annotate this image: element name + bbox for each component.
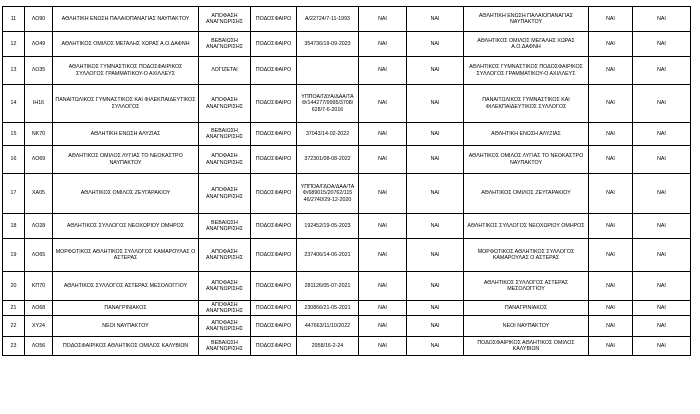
decision-type-cell: ΛΟΓΙΖΕΤΑΙ xyxy=(199,57,251,85)
status-yes-cell: ΝΑΙ xyxy=(359,174,407,214)
registered-name-cell: ΑΘΛΗΤΙΚΗ ΕΝΩΣΗ ΠΑΛΑΙΟΠΑΝΑΓΙΑΣ ΝΑΥΠΑΚΤΟΥ xyxy=(464,7,589,32)
registered-name-cell: ΑΘΛΗΤΙΚΗ ΕΝΩΣΗ ΑΛΥΖΙΑΣ xyxy=(464,123,589,146)
sport-cell: ΠΟΔΟΣΦΑΙΡΟ xyxy=(251,57,297,85)
status-yes-cell: ΝΑΙ xyxy=(633,301,691,316)
status-yes-cell: ΝΑΙ xyxy=(633,316,691,337)
decision-type-cell: ΑΠΟΦΑΣΗ ΑΝΑΓΝΩΡΙΣΗΣ xyxy=(199,316,251,337)
status-yes-cell: ΝΑΙ xyxy=(633,32,691,57)
club-name-cell: ΜΟΡΦΩΤΙΚΟΣ ΑΘΛΗΤΙΚΟΣ ΣΥΛΛΟΓΟΣ ΚΑΜΑΡΟΥΛΑΣ Ο ΑΣΤΕΡΑΣ xyxy=(53,239,199,272)
status-yes-cell: ΝΑΙ xyxy=(589,146,633,174)
row-number-cell: 17 xyxy=(3,174,25,214)
table-row xyxy=(3,146,691,174)
status-yes-cell: ΝΑΙ xyxy=(407,7,464,32)
registered-name-cell: ΑΘΛΗΤΙΚΟΣ ΣΥΛΛΟΓΟΣ ΑΣΤΕΡΑΣ ΜΕΣΟΛΟΓΓΙΟΥ xyxy=(464,272,589,301)
row-number-cell: 15 xyxy=(3,123,25,146)
protocol-number-cell: 354736/19-09-2023 xyxy=(297,32,359,57)
protocol-number-cell: 281126/05-07-2021 xyxy=(297,272,359,301)
status-yes-cell: ΝΑΙ xyxy=(407,301,464,316)
table-row xyxy=(3,272,691,301)
status-yes-cell: ΝΑΙ xyxy=(589,7,633,32)
status-yes-cell: ΝΑΙ xyxy=(633,174,691,214)
table-row xyxy=(3,85,691,123)
sport-cell: ΠΟΔΟΣΦΑΙΡΟ xyxy=(251,272,297,301)
status-yes-cell: ΝΑΙ xyxy=(633,7,691,32)
status-yes-cell: ΝΑΙ xyxy=(407,32,464,57)
status-yes-cell: ΝΑΙ xyxy=(359,239,407,272)
status-yes-cell: ΝΑΙ xyxy=(407,146,464,174)
registered-name-cell: ΑΘΛΗΤΙΚΟΣ ΓΥΜΝΑΣΤΙΚΟΣ ΠΟΔΟΣΦΑΙΡΙΚΟΣ ΣΥΛΛΟΓΟΣ ΓΡΑΜΜΑΤΙΚΟΥ-Ο ΑΧΙΛΛΕΥΣ xyxy=(464,57,589,85)
status-yes-cell: ΝΑΙ xyxy=(407,239,464,272)
decision-type-cell: ΑΠΟΦΑΣΗ ΑΝΑΓΝΩΡΙΣΗΣ xyxy=(199,174,251,214)
sport-cell: ΠΟΔΟΣΦΑΙΡΟ xyxy=(251,337,297,356)
status-yes-cell: ΝΑΙ xyxy=(589,57,633,85)
club-code-cell: ΧΑ05 xyxy=(25,174,53,214)
status-yes-cell: ΝΑΙ xyxy=(407,214,464,239)
club-name-cell: ΑΘΛΗΤΙΚΟΣ ΟΜΙΛΟΣ ΛΥΓΙΑΣ ΤΟ ΝΕΟΚΑΣΤΡΟ ΝΑΥΠΑΚΤΟΥ xyxy=(53,146,199,174)
table-row xyxy=(3,123,691,146)
status-yes-cell: ΝΑΙ xyxy=(359,301,407,316)
club-code-cell: ΛΟ65 xyxy=(25,239,53,272)
status-yes-cell: ΝΑΙ xyxy=(589,32,633,57)
sport-cell: ΠΟΔΟΣΦΑΙΡΟ xyxy=(251,174,297,214)
status-yes-cell: ΝΑΙ xyxy=(589,272,633,301)
status-yes-cell: ΝΑΙ xyxy=(589,174,633,214)
table-row xyxy=(3,57,691,85)
row-number-cell: 11 xyxy=(3,7,25,32)
status-yes-cell: ΝΑΙ xyxy=(359,85,407,123)
sport-cell: ΠΟΔΟΣΦΑΙΡΟ xyxy=(251,239,297,272)
decision-type-cell: ΑΠΟΦΑΣΗ ΑΝΑΓΝΩΡΙΣΗΣ xyxy=(199,85,251,123)
sport-cell: ΠΟΔΟΣΦΑΙΡΟ xyxy=(251,214,297,239)
status-yes-cell: ΝΑΙ xyxy=(407,337,464,356)
status-yes-cell: ΝΑΙ xyxy=(589,301,633,316)
decision-type-cell: ΑΠΟΦΑΣΗ ΑΝΑΓΝΩΡΙΣΗΣ xyxy=(199,301,251,316)
protocol-number-cell: 372301/08-08-2022 xyxy=(297,146,359,174)
registered-name-cell: ΑΘΛΗΤΙΚΟΣ ΟΜΙΛΟΣ ΛΥΓΙΑΣ ΤΟ ΝΕΟΚΑΣΤΡΟ ΝΑΥΠΑΚΤΟΥ xyxy=(464,146,589,174)
status-yes-cell: ΝΑΙ xyxy=(359,57,407,85)
registered-name-cell: ΠΑΝΑΓΡΙΝΙΑΚΟΣ xyxy=(464,301,589,316)
club-code-cell: ΛΟ35 xyxy=(25,57,53,85)
protocol-number-cell: ΥΠΠΟΑ/ΓΔΟΑ/ΔΑΑ/ΤΑ Φ/689015/20762/115 46/2740/29-12-2020 xyxy=(297,174,359,214)
club-code-cell: ΧΥ24 xyxy=(25,316,53,337)
club-name-cell: ΑΘΛΗΤΙΚΗ ΕΝΩΣΗ ΠΑΛΑΙΟΠΑΝΑΓΙΑΣ ΝΑΥΠΑΚΤΟΥ xyxy=(53,7,199,32)
club-name-cell: ΑΘΛΗΤΙΚΟΣ ΓΥΜΝΑΣΤΙΚΟΣ ΠΟΔΟΣΦΑΙΡΙΚΟΣ ΣΥΛΛΟΓΟΣ ΓΡΑΜΜΑΤΙΚΟΥ-Ο ΑΧΙΛΛΕΥΣ xyxy=(53,57,199,85)
club-name-cell: ΠΑΝΑΓΡΙΝΙΑΚΟΣ xyxy=(53,301,199,316)
row-number-cell: 12 xyxy=(3,32,25,57)
protocol-number-cell: Α/22724/7-11-1993 xyxy=(297,7,359,32)
protocol-number-cell: 237406/14-06-2021 xyxy=(297,239,359,272)
table-row xyxy=(3,214,691,239)
status-yes-cell: ΝΑΙ xyxy=(633,214,691,239)
status-yes-cell: ΝΑΙ xyxy=(407,57,464,85)
clubs-registry-table xyxy=(2,6,691,356)
club-code-cell: ΛΟ69 xyxy=(25,146,53,174)
decision-type-cell: ΑΠΟΦΑΣΗ ΑΝΑΓΝΩΡΙΣΗΣ xyxy=(199,239,251,272)
registered-name-cell: ΑΘΛΗΤΙΚΟΣ ΟΜΙΛΟΣ ΖΕΥΓΑΡΑΚΙΟΥ xyxy=(464,174,589,214)
status-yes-cell: ΝΑΙ xyxy=(359,32,407,57)
sport-cell: ΠΟΔΟΣΦΑΙΡΟ xyxy=(251,32,297,57)
table-row xyxy=(3,239,691,272)
protocol-number-cell: ΥΠΠΟΑ/ΓΔΥΑ/ΔΑΑ/ΤΑ Φ/144277/9995/3708/ 628/7-6-2016 xyxy=(297,85,359,123)
club-code-cell: ΛΟ56 xyxy=(25,337,53,356)
status-yes-cell: ΝΑΙ xyxy=(407,316,464,337)
registered-name-cell: ΠΟΔΟΣΦΑΙΡΙΚΟΣ ΑΘΛΗΤΙΚΟΣ ΟΜΙΛΟΣ ΚΑΛΥΒΙΩΝ xyxy=(464,337,589,356)
club-name-cell: ΑΘΛΗΤΙΚΟΣ ΣΥΛΛΟΓΟΣ ΑΣΤΕΡΑΣ ΜΕΣΟΛΟΓΓΙΟΥ xyxy=(53,272,199,301)
club-code-cell: ΚΠ70 xyxy=(25,272,53,301)
protocol-number-cell: 447663/11/10/2022 xyxy=(297,316,359,337)
row-number-cell: 13 xyxy=(3,57,25,85)
status-yes-cell: ΝΑΙ xyxy=(407,272,464,301)
status-yes-cell: ΝΑΙ xyxy=(359,7,407,32)
status-yes-cell: ΝΑΙ xyxy=(633,57,691,85)
sport-cell: ΠΟΔΟΣΦΑΙΡΟ xyxy=(251,301,297,316)
registered-name-cell: ΜΟΡΦΩΤΙΚΟΣ ΑΘΛΗΤΙΚΟΣ ΣΥΛΛΟΓΟΣ ΚΑΜΑΡΟΥΛΑΣ Ο ΑΣΤΕΡΑΣ xyxy=(464,239,589,272)
club-name-cell: ΝΕΟΙ ΝΑΥΠΑΚΤΟΥ xyxy=(53,316,199,337)
table-row xyxy=(3,32,691,57)
status-yes-cell: ΝΑΙ xyxy=(589,85,633,123)
decision-type-cell: ΑΠΟΦΑΣΗ ΑΝΑΓΝΩΡΙΣΗΣ xyxy=(199,146,251,174)
protocol-number-cell: 37043/14-02-2022 xyxy=(297,123,359,146)
status-yes-cell: ΝΑΙ xyxy=(633,272,691,301)
status-yes-cell: ΝΑΙ xyxy=(359,146,407,174)
decision-type-cell: ΑΠΟΦΑΣΗ ΑΝΑΓΝΩΡΙΣΗΣ xyxy=(199,272,251,301)
table-row xyxy=(3,316,691,337)
status-yes-cell: ΝΑΙ xyxy=(407,174,464,214)
status-yes-cell: ΝΑΙ xyxy=(589,239,633,272)
status-yes-cell: ΝΑΙ xyxy=(359,316,407,337)
status-yes-cell: ΝΑΙ xyxy=(589,214,633,239)
status-yes-cell: ΝΑΙ xyxy=(359,272,407,301)
protocol-number-cell xyxy=(297,57,359,85)
decision-type-cell: ΒΕΒΑΙΩΣΗ ΑΝΑΓΝΩΡΙΣΗΣ xyxy=(199,214,251,239)
registered-name-cell: ΑΘΛΗΤΙΚΟΣ ΟΜΙΛΟΣ ΜΕΓΑΛΗΣ ΧΩΡΑΣ Α.Ο.ΔΑΦΝΗ xyxy=(464,32,589,57)
status-yes-cell: ΝΑΙ xyxy=(633,123,691,146)
decision-type-cell: ΑΠΟΦΑΣΗ ΑΝΑΓΝΩΡΙΣΗΣ xyxy=(199,7,251,32)
decision-type-cell: ΒΕΒΑΙΩΣΗ ΑΝΑΓΝΩΡΙΣΗΣ xyxy=(199,123,251,146)
table-body xyxy=(3,7,691,356)
club-name-cell: ΑΘΛΗΤΙΚΗ ΕΝΩΣΗ ΑΛΥΖΙΑΣ xyxy=(53,123,199,146)
sport-cell: ΠΟΔΟΣΦΑΙΡΟ xyxy=(251,123,297,146)
status-yes-cell: ΝΑΙ xyxy=(633,146,691,174)
status-yes-cell: ΝΑΙ xyxy=(633,239,691,272)
sport-cell: ΠΟΔΟΣΦΑΙΡΟ xyxy=(251,85,297,123)
protocol-number-cell: 192452/19-05-2023 xyxy=(297,214,359,239)
table-row xyxy=(3,7,691,32)
decision-type-cell: ΒΕΒΑΙΩΣΗ ΑΝΑΓΝΩΡΙΣΗΣ xyxy=(199,337,251,356)
club-name-cell: ΠΑΝΑΙΤΩΛΙΚΟΣ ΓΥΜΝΑΣΤΙΚΟΣ ΚΑΙ ΦΙΛΕΚΠΑΙΔΕΥΤΙΚΟΣ ΣΥΛΛΟΓΟΣ xyxy=(53,85,199,123)
decision-type-cell: ΒΕΒΑΙΩΣΗ ΑΝΑΓΝΩΡΙΣΗΣ xyxy=(199,32,251,57)
row-number-cell: 22 xyxy=(3,316,25,337)
row-number-cell: 16 xyxy=(3,146,25,174)
protocol-number-cell: 230866/21-05-2021 xyxy=(297,301,359,316)
status-yes-cell: ΝΑΙ xyxy=(407,85,464,123)
status-yes-cell: ΝΑΙ xyxy=(589,316,633,337)
row-number-cell: 23 xyxy=(3,337,25,356)
table-row xyxy=(3,174,691,214)
row-number-cell: 19 xyxy=(3,239,25,272)
club-code-cell: ΝΚ70 xyxy=(25,123,53,146)
club-code-cell: ΛΟ90 xyxy=(25,7,53,32)
row-number-cell: 14 xyxy=(3,85,25,123)
status-yes-cell: ΝΑΙ xyxy=(407,123,464,146)
status-yes-cell: ΝΑΙ xyxy=(633,337,691,356)
sport-cell: ΠΟΔΟΣΦΑΙΡΟ xyxy=(251,316,297,337)
club-code-cell: ΛΟ28 xyxy=(25,214,53,239)
club-name-cell: ΑΘΛΗΤΙΚΟΣ ΟΜΙΛΟΣ ΜΕΓΑΛΗΣ ΧΩΡΑΣ Α.Ο.ΔΑΦΝΗ xyxy=(53,32,199,57)
status-yes-cell: ΝΑΙ xyxy=(359,123,407,146)
club-name-cell: ΑΘΛΗΤΙΚΟΣ ΣΥΛΛΟΓΟΣ ΝΕΟΧΩΡΙΟΥ ΟΜΗΡΟΣ xyxy=(53,214,199,239)
club-name-cell: ΑΘΛΗΤΙΚΟΣ ΟΜΙΛΟΣ ΖΕΥΓΑΡΑΚΙΟΥ xyxy=(53,174,199,214)
club-code-cell: ΛΟ49 xyxy=(25,32,53,57)
status-yes-cell: ΝΑΙ xyxy=(359,214,407,239)
club-code-cell: ΙΗ16 xyxy=(25,85,53,123)
status-yes-cell: ΝΑΙ xyxy=(633,85,691,123)
sport-cell: ΠΟΔΟΣΦΑΙΡΟ xyxy=(251,7,297,32)
club-code-cell: ΛΟ68 xyxy=(25,301,53,316)
table-row xyxy=(3,301,691,316)
row-number-cell: 20 xyxy=(3,272,25,301)
row-number-cell: 18 xyxy=(3,214,25,239)
table-row xyxy=(3,337,691,356)
status-yes-cell: ΝΑΙ xyxy=(359,337,407,356)
status-yes-cell: ΝΑΙ xyxy=(589,337,633,356)
status-yes-cell: ΝΑΙ xyxy=(589,123,633,146)
club-name-cell: ΠΟΔΟΣΦΑΙΡΙΚΟΣ ΑΘΛΗΤΙΚΟΣ ΟΜΙΛΟΣ ΚΑΛΥΒΙΩΝ xyxy=(53,337,199,356)
sport-cell: ΠΟΔΟΣΦΑΙΡΟ xyxy=(251,146,297,174)
row-number-cell: 21 xyxy=(3,301,25,316)
protocol-number-cell: 2958/16-2-24 xyxy=(297,337,359,356)
registered-name-cell: ΝΕΟΙ ΝΑΥΠΑΚΤΟΥ xyxy=(464,316,589,337)
registered-name-cell: ΑΘΛΗΤΙΚΟΣ ΣΥΛΛΟΓΟΣ ΝΕΟΧΩΡΙΟΥ ΟΜΗΡΟΣ xyxy=(464,214,589,239)
registered-name-cell: ΠΑΝΑΙΤΩΛΙΚΟΣ ΓΥΜΝΑΣΤΙΚΟΣ ΚΑΙ ΦΙΛΕΚΠΑΙΔΕΥΤΙΚΟΣ ΣΥΛΛΟΓΟΣ xyxy=(464,85,589,123)
